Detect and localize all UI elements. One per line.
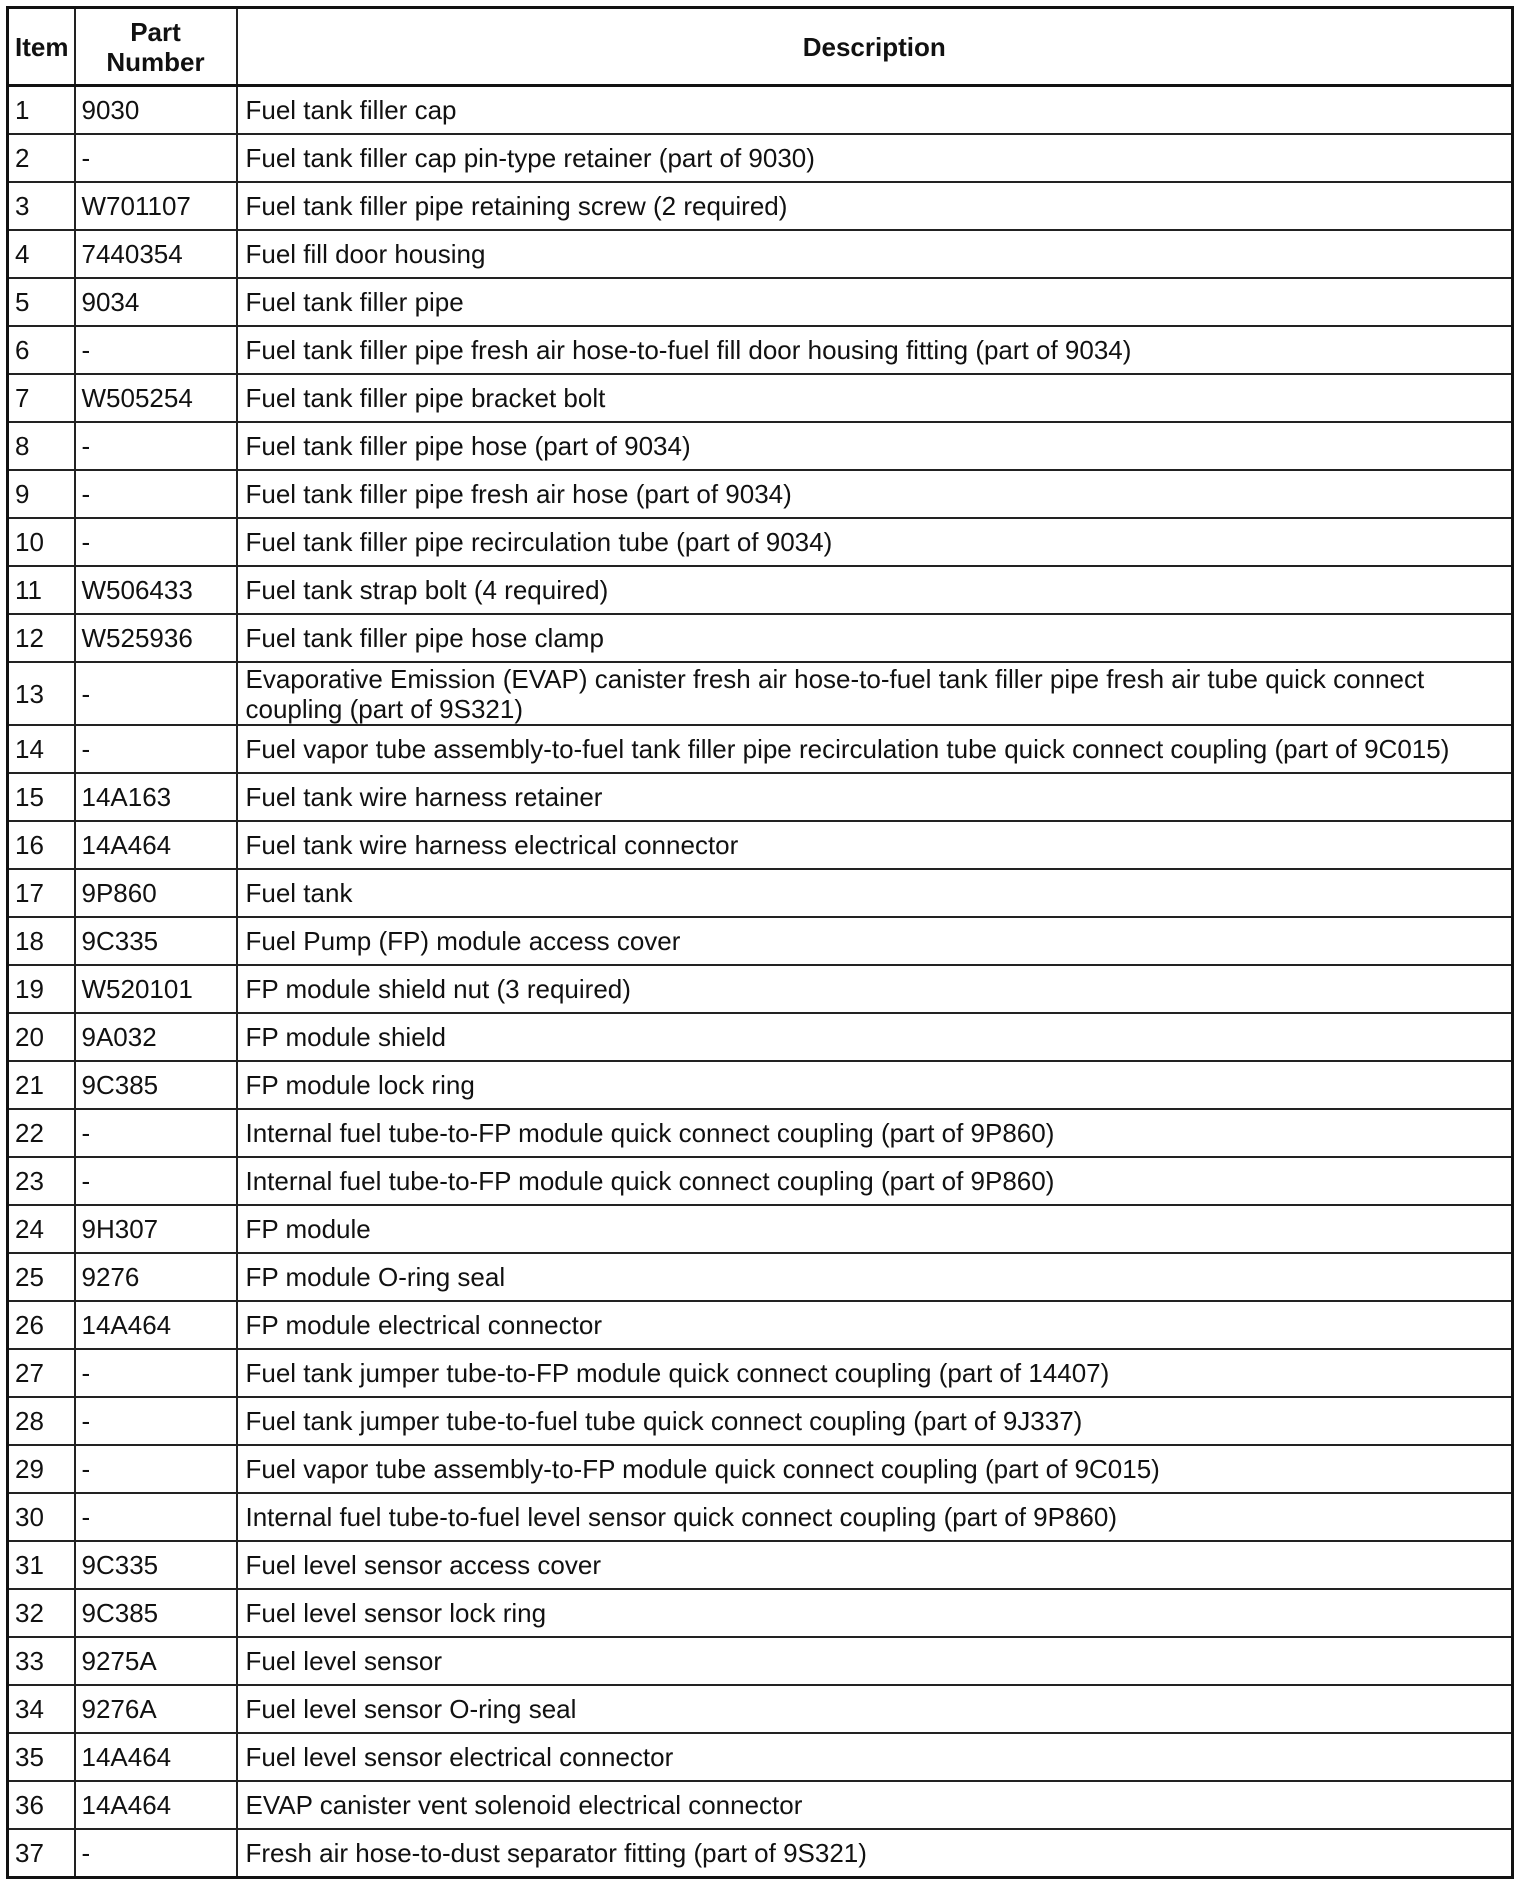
cell-item: 6 — [8, 326, 75, 374]
cell-part-number: 9C385 — [75, 1589, 237, 1637]
cell-part-number: 7440354 — [75, 230, 237, 278]
table-row — [8, 1205, 1513, 1253]
cell-description: FP module lock ring — [237, 1061, 1513, 1109]
cell-part-number: - — [75, 662, 237, 725]
cell-description: Fuel tank filler pipe recirculation tube (part of 9034) — [237, 518, 1513, 566]
cell-description: FP module shield nut (3 required) — [237, 965, 1513, 1013]
cell-description: FP module — [237, 1205, 1513, 1253]
cell-part-number: 9C335 — [75, 917, 237, 965]
cell-item: 24 — [8, 1205, 75, 1253]
cell-part-number: 9H307 — [75, 1205, 237, 1253]
cell-description: Fuel level sensor — [237, 1637, 1513, 1685]
table-row — [8, 1397, 1513, 1445]
cell-description: Fuel tank filler cap — [237, 86, 1513, 135]
cell-part-number: - — [75, 725, 237, 773]
cell-description: Internal fuel tube-to-FP module quick connect coupling (part of 9P860) — [237, 1157, 1513, 1205]
cell-description: Fresh air hose-to-dust separator fitting (part of 9S321) — [237, 1829, 1513, 1878]
table-row — [8, 821, 1513, 869]
table-row — [8, 518, 1513, 566]
cell-description: Fuel tank strap bolt (4 required) — [237, 566, 1513, 614]
cell-item: 4 — [8, 230, 75, 278]
header-description: Description — [237, 8, 1513, 86]
table-row — [8, 422, 1513, 470]
cell-item: 7 — [8, 374, 75, 422]
cell-description: FP module electrical connector — [237, 1301, 1513, 1349]
table-row — [8, 1493, 1513, 1541]
cell-part-number: 9275A — [75, 1637, 237, 1685]
table-row — [8, 725, 1513, 773]
cell-description: Fuel Pump (FP) module access cover — [237, 917, 1513, 965]
table-header — [8, 8, 1513, 86]
cell-item: 29 — [8, 1445, 75, 1493]
cell-item: 10 — [8, 518, 75, 566]
cell-description: Fuel level sensor lock ring — [237, 1589, 1513, 1637]
cell-part-number: 9C335 — [75, 1541, 237, 1589]
cell-item: 18 — [8, 917, 75, 965]
cell-item: 11 — [8, 566, 75, 614]
cell-part-number: 9276 — [75, 1253, 237, 1301]
table-row — [8, 869, 1513, 917]
cell-part-number: - — [75, 1349, 237, 1397]
table-row — [8, 1733, 1513, 1781]
cell-description: Fuel tank filler pipe hose clamp — [237, 614, 1513, 662]
table-row — [8, 230, 1513, 278]
table-row — [8, 1061, 1513, 1109]
cell-item: 36 — [8, 1781, 75, 1829]
table-row — [8, 773, 1513, 821]
cell-description: Internal fuel tube-to-fuel level sensor quick connect coupling (part of 9P860) — [237, 1493, 1513, 1541]
cell-item: 31 — [8, 1541, 75, 1589]
table-row — [8, 1829, 1513, 1878]
cell-part-number: 14A464 — [75, 1781, 237, 1829]
table-row — [8, 614, 1513, 662]
table-row — [8, 134, 1513, 182]
cell-description: Fuel tank wire harness electrical connector — [237, 821, 1513, 869]
table-row — [8, 1349, 1513, 1397]
cell-part-number: W505254 — [75, 374, 237, 422]
table-row — [8, 917, 1513, 965]
table-row — [8, 470, 1513, 518]
table-row — [8, 965, 1513, 1013]
cell-item: 32 — [8, 1589, 75, 1637]
cell-item: 35 — [8, 1733, 75, 1781]
cell-part-number: 14A464 — [75, 821, 237, 869]
cell-part-number: W520101 — [75, 965, 237, 1013]
cell-part-number: - — [75, 134, 237, 182]
cell-description: FP module O-ring seal — [237, 1253, 1513, 1301]
header-item: Item — [8, 8, 75, 86]
table-row — [8, 1013, 1513, 1061]
cell-description: Fuel tank jumper tube-to-fuel tube quick connect coupling (part of 9J337) — [237, 1397, 1513, 1445]
cell-item: 22 — [8, 1109, 75, 1157]
parts-table — [6, 6, 1514, 1879]
table-row — [8, 1781, 1513, 1829]
table-row — [8, 374, 1513, 422]
cell-part-number: W525936 — [75, 614, 237, 662]
cell-item: 12 — [8, 614, 75, 662]
cell-description: Fuel tank filler pipe hose (part of 9034) — [237, 422, 1513, 470]
cell-part-number: - — [75, 1445, 237, 1493]
cell-item: 17 — [8, 869, 75, 917]
table-row — [8, 1541, 1513, 1589]
cell-part-number: W701107 — [75, 182, 237, 230]
cell-part-number: 9030 — [75, 86, 237, 135]
cell-part-number: 9C385 — [75, 1061, 237, 1109]
cell-part-number: - — [75, 518, 237, 566]
cell-item: 1 — [8, 86, 75, 135]
cell-item: 3 — [8, 182, 75, 230]
cell-description: Fuel tank filler pipe — [237, 278, 1513, 326]
cell-part-number: 9P860 — [75, 869, 237, 917]
cell-description: FP module shield — [237, 1013, 1513, 1061]
cell-part-number: - — [75, 1109, 237, 1157]
table-body — [8, 86, 1513, 1878]
cell-part-number: 14A464 — [75, 1733, 237, 1781]
table-row — [8, 278, 1513, 326]
cell-item: 20 — [8, 1013, 75, 1061]
cell-part-number: - — [75, 1493, 237, 1541]
table-row — [8, 1253, 1513, 1301]
cell-description: Fuel vapor tube assembly-to-FP module quick connect coupling (part of 9C015) — [237, 1445, 1513, 1493]
cell-item: 30 — [8, 1493, 75, 1541]
cell-item: 25 — [8, 1253, 75, 1301]
table-row — [8, 1301, 1513, 1349]
cell-item: 14 — [8, 725, 75, 773]
header-row — [8, 8, 1513, 86]
cell-description: Fuel fill door housing — [237, 230, 1513, 278]
cell-part-number: - — [75, 1157, 237, 1205]
cell-description: Fuel level sensor electrical connector — [237, 1733, 1513, 1781]
cell-item: 21 — [8, 1061, 75, 1109]
cell-part-number: 9A032 — [75, 1013, 237, 1061]
cell-description: Fuel tank filler pipe fresh air hose (part of 9034) — [237, 470, 1513, 518]
table-row — [8, 1445, 1513, 1493]
cell-part-number: 9276A — [75, 1685, 237, 1733]
cell-description: Fuel level sensor access cover — [237, 1541, 1513, 1589]
table-row — [8, 1589, 1513, 1637]
cell-item: 9 — [8, 470, 75, 518]
cell-item: 19 — [8, 965, 75, 1013]
cell-description: Fuel tank filler pipe fresh air hose-to-fuel fill door housing fitting (part of 9034) — [237, 326, 1513, 374]
table-row — [8, 662, 1513, 725]
cell-part-number: - — [75, 1397, 237, 1445]
table-row — [8, 182, 1513, 230]
cell-item: 33 — [8, 1637, 75, 1685]
cell-part-number: - — [75, 422, 237, 470]
table-row — [8, 1637, 1513, 1685]
cell-description: Internal fuel tube-to-FP module quick connect coupling (part of 9P860) — [237, 1109, 1513, 1157]
cell-item: 26 — [8, 1301, 75, 1349]
cell-part-number: 14A163 — [75, 773, 237, 821]
cell-item: 27 — [8, 1349, 75, 1397]
cell-item: 28 — [8, 1397, 75, 1445]
cell-item: 5 — [8, 278, 75, 326]
cell-description: Fuel tank jumper tube-to-FP module quick connect coupling (part of 14407) — [237, 1349, 1513, 1397]
cell-item: 15 — [8, 773, 75, 821]
cell-description: Fuel tank wire harness retainer — [237, 773, 1513, 821]
cell-description: Fuel vapor tube assembly-to-fuel tank filler pipe recirculation tube quick connect coupling (part of 9C015) — [237, 725, 1513, 773]
cell-part-number: - — [75, 470, 237, 518]
cell-description: Fuel tank filler pipe bracket bolt — [237, 374, 1513, 422]
table-row — [8, 326, 1513, 374]
cell-part-number: W506433 — [75, 566, 237, 614]
cell-item: 16 — [8, 821, 75, 869]
cell-description: EVAP canister vent solenoid electrical connector — [237, 1781, 1513, 1829]
cell-item: 13 — [8, 662, 75, 725]
cell-description: Fuel tank filler pipe retaining screw (2 required) — [237, 182, 1513, 230]
header-part-number: Part Number — [75, 8, 237, 86]
table-row — [8, 86, 1513, 135]
cell-part-number: 14A464 — [75, 1301, 237, 1349]
cell-item: 2 — [8, 134, 75, 182]
cell-part-number: 9034 — [75, 278, 237, 326]
cell-item: 8 — [8, 422, 75, 470]
cell-description: Fuel level sensor O-ring seal — [237, 1685, 1513, 1733]
table-row — [8, 566, 1513, 614]
table-row — [8, 1685, 1513, 1733]
cell-item: 34 — [8, 1685, 75, 1733]
cell-description: Fuel tank — [237, 869, 1513, 917]
cell-part-number: - — [75, 1829, 237, 1878]
cell-part-number: - — [75, 326, 237, 374]
cell-description: Fuel tank filler cap pin-type retainer (part of 9030) — [237, 134, 1513, 182]
cell-item: 23 — [8, 1157, 75, 1205]
cell-item: 37 — [8, 1829, 75, 1878]
cell-description: Evaporative Emission (EVAP) canister fresh air hose-to-fuel tank filler pipe fresh air tube quick connect coupling (part of 9S321) — [237, 662, 1513, 725]
table-row — [8, 1157, 1513, 1205]
table-row — [8, 1109, 1513, 1157]
